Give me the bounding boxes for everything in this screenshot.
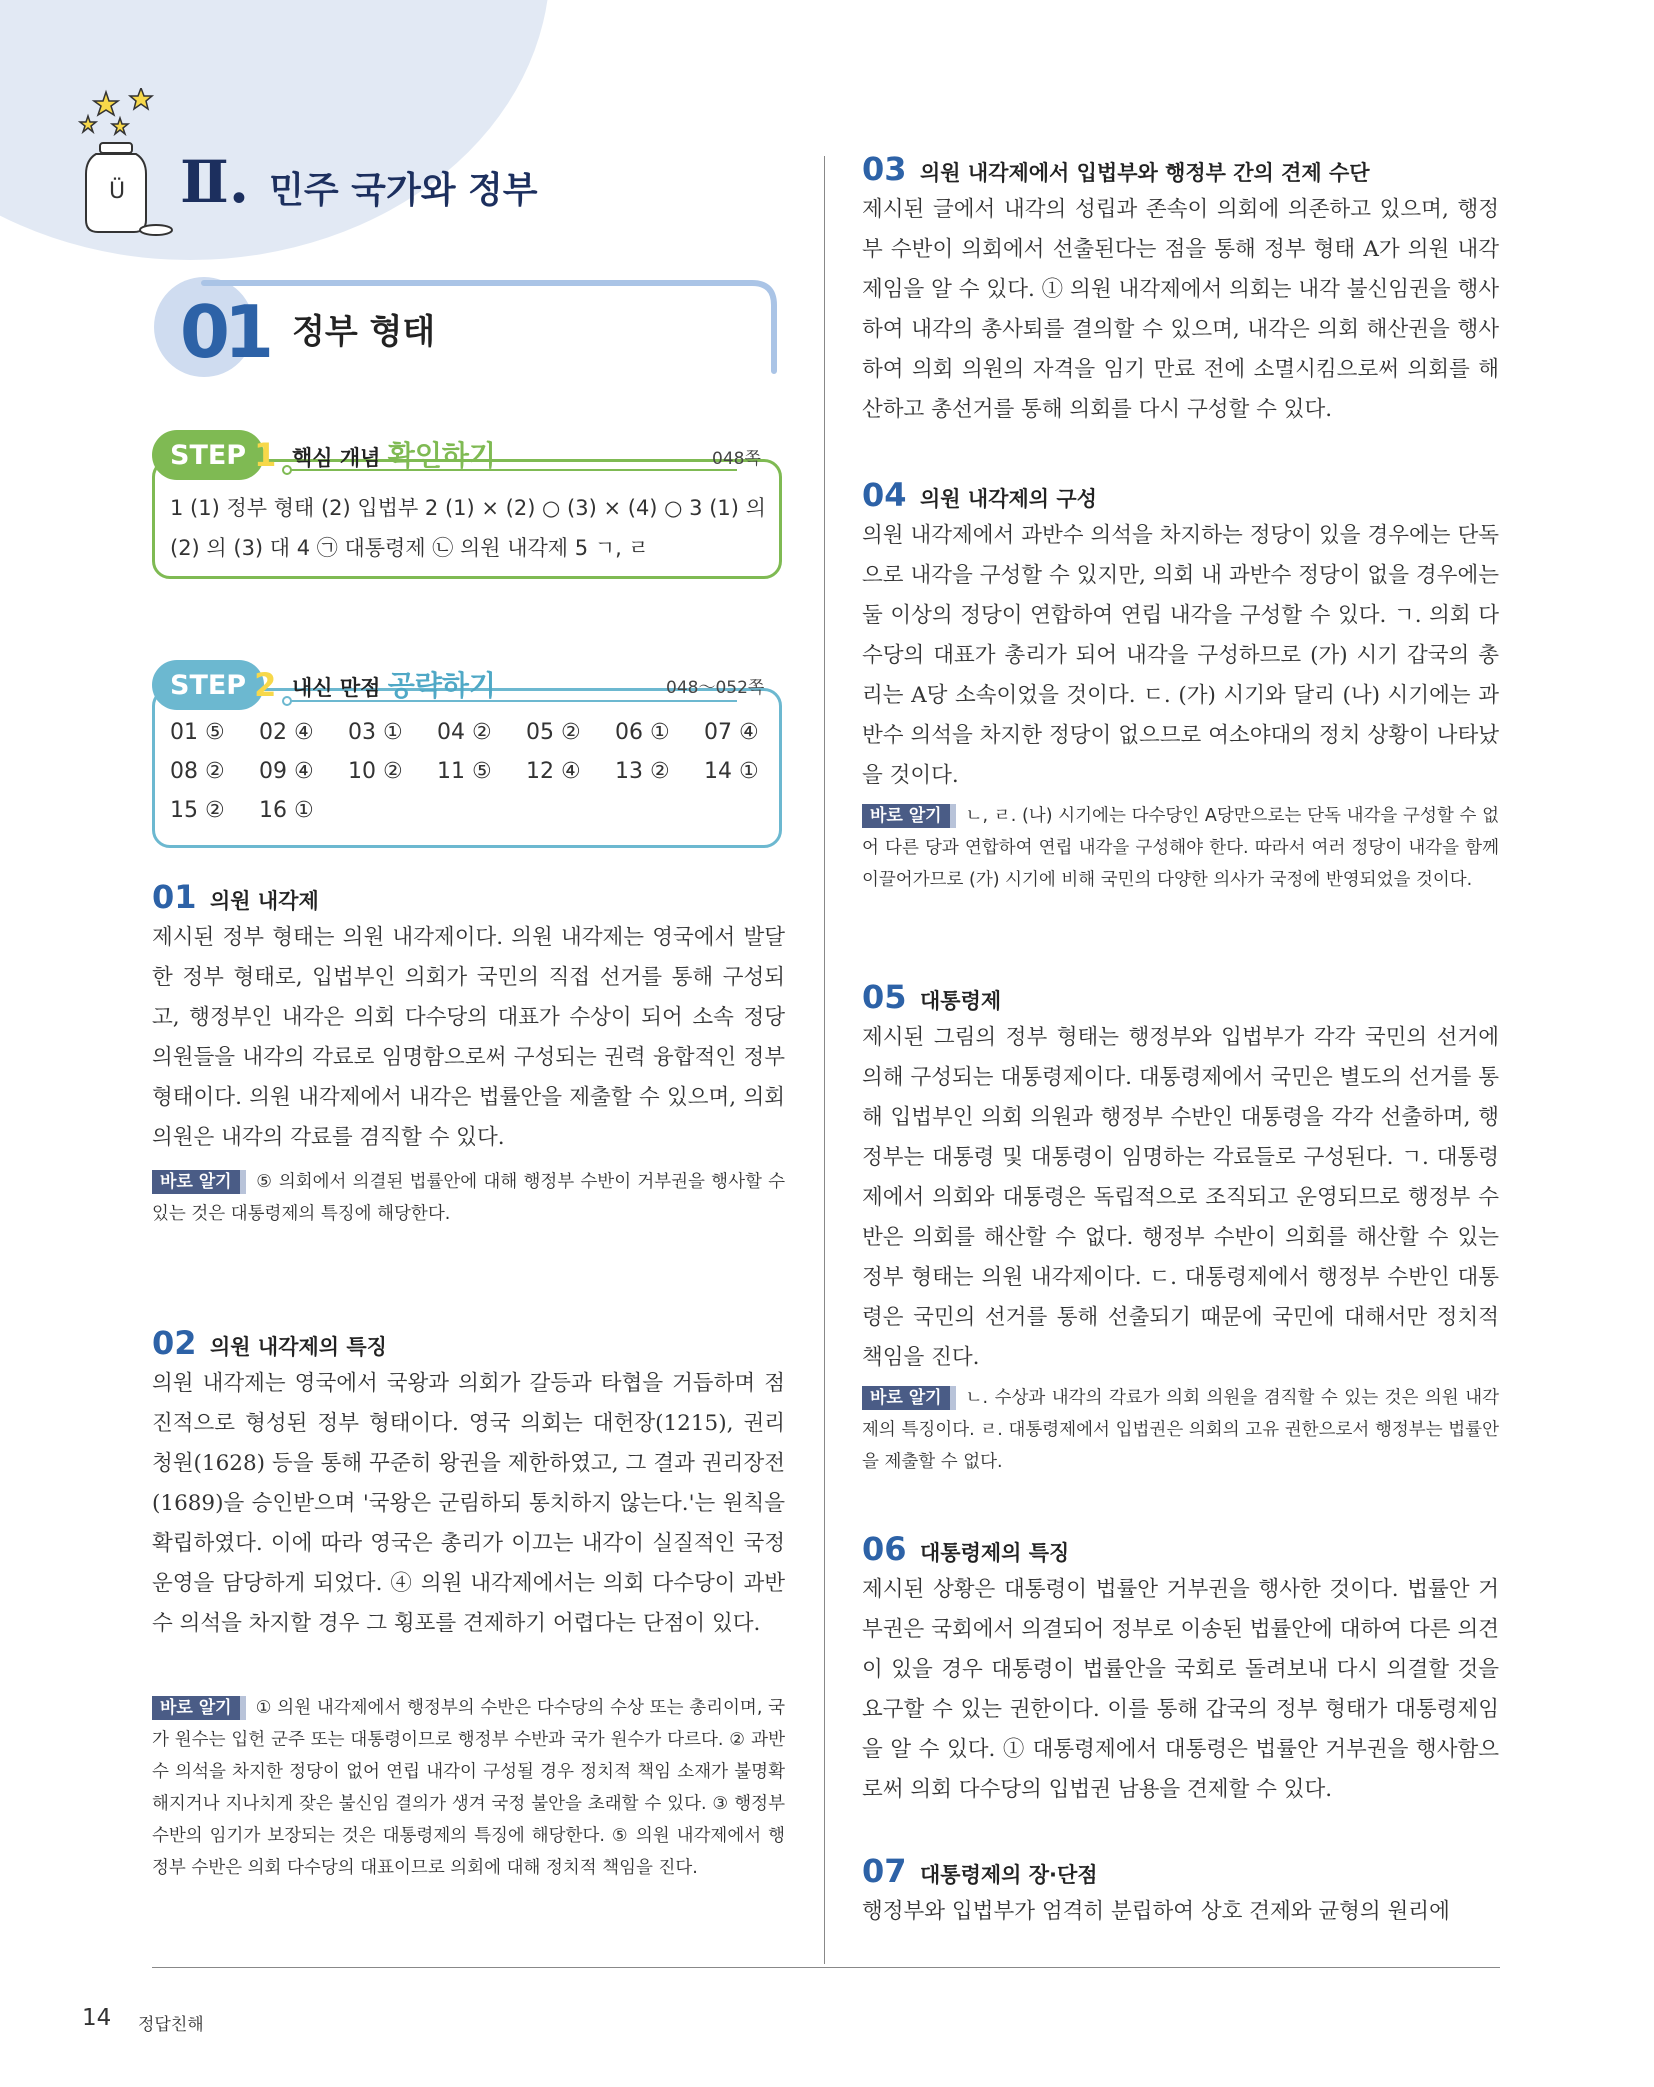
question-01-heading — [152, 878, 319, 916]
unit-title: 민주 국가와 정부 — [269, 170, 538, 211]
step1-tab-label: STEP — [170, 439, 247, 471]
step2-answer: 02 ④ — [259, 720, 314, 745]
step2-tab-label: STEP — [170, 669, 247, 701]
question-number: 05 — [862, 978, 907, 1016]
question-04-heading — [862, 476, 1097, 514]
step2-answer: 08 ② — [170, 759, 225, 784]
step2-answer: 04 ② — [437, 720, 492, 745]
question-title: 대통령제 — [920, 989, 1002, 1013]
svg-text:Ü: Ü — [109, 179, 126, 204]
question-06-heading — [862, 1530, 1069, 1568]
question-title: 의원 내각제 — [210, 889, 319, 913]
question-06-explanation: 제시된 상황은 대통령이 법률안 거부권을 행사한 것이다. 법률안 거부권은 국회에서 의결되어 정부로 이송된 법률안에 대하여 다른 의견이 있을 경우 대통령이 법률안을 국회로 돌려보내 다시 의결할 것을 요구할 수 있는 권한이다. 이를 통해 갑국의 정부 형태가 대통령제임을 알 수 있다. ① 대통령제에서 대통령은 법률안 거부권을 행사함으로써 의회 다수당의 입법권 남용을 견제할 수 있다. — [862, 1577, 1499, 1802]
quick-check-badge: 바로 알기 — [152, 1696, 246, 1720]
question-02-heading — [152, 1324, 387, 1362]
question-number: 01 — [152, 878, 197, 916]
question-title: 의원 내각제의 구성 — [920, 487, 1097, 511]
step2-answer: 11 ⑤ — [437, 759, 492, 784]
star-icon — [80, 88, 152, 134]
question-number: 07 — [862, 1852, 907, 1890]
step2-dot — [282, 696, 292, 706]
step1-tab — [152, 430, 277, 480]
column-divider — [824, 156, 825, 1964]
step2-tab — [152, 660, 277, 710]
footer-book-title: 정답친해 — [138, 2015, 204, 2035]
step1-label-text: 핵심 개념 — [292, 446, 381, 470]
step2-answer: 07 ④ — [704, 720, 759, 745]
step1-label-accent: 확인하기 — [387, 439, 496, 472]
step1-answers-line2: (2) 의 (3) 대 4 ㉠ 대통령제 ㉡ 의원 내각제 5 ㄱ, ㄹ — [170, 536, 649, 560]
question-03-heading — [862, 150, 1370, 188]
question-number: 03 — [862, 150, 907, 188]
footer-rule — [152, 1967, 1500, 1968]
question-01-explanation: 제시된 정부 형태는 의원 내각제이다. 의원 내각제는 영국에서 발달한 정부 형태로, 입법부인 의회가 국민의 직접 선거를 통해 구성되고, 행정부인 내각은 의회 다수당의 대표가 수상이 되어 소속 정당 의원들을 내각의 각료로 임명함으로써 구성되는 권력 융합적인 정부 형태이다. 의원 내각제에서 내각은 법률안을 제출할 수 있으며, 의회 의원은 내각의 각료를 겸직할 수 있다. — [152, 925, 785, 1150]
question-03-explanation: 제시된 글에서 내각의 성립과 존속이 의회에 의존하고 있으며, 행정부 수반이 의회에서 선출된다는 점을 통해 정부 형태 A가 의원 내각제임을 알 수 있다. ① 의원 내각제에서 의회는 내각 불신임권을 행사하여 내각의 총사퇴를 결의할 수 있으며, 내각은 의회 해산권을 행사하여 의회 의원의 자격을 임기 만료 전에 소멸시킴으로써 의회를 해산하고 총선거를 통해 의회를 다시 구성할 수 있다. — [862, 197, 1499, 422]
step2-label-text: 내신 만점 — [292, 676, 381, 700]
question-04-note — [862, 800, 1499, 896]
quick-check-badge: 바로 알기 — [862, 1386, 956, 1410]
step2-answer: 01 ⑤ — [170, 720, 225, 745]
step2-answer: 06 ① — [615, 720, 670, 745]
section-number: 01 — [179, 290, 269, 374]
question-title: 의원 내각제의 특징 — [210, 1335, 387, 1359]
question-number: 06 — [862, 1530, 907, 1568]
quick-check-badge: 바로 알기 — [862, 804, 956, 828]
step2-answer: 13 ② — [615, 759, 670, 784]
step1-dot — [282, 465, 292, 475]
quick-check-badge: 바로 알기 — [152, 1170, 246, 1194]
question-04-explanation: 의원 내각제에서 과반수 의석을 차지하는 정당이 있을 경우에는 단독으로 내각을 구성할 수 있지만, 의회 내 과반수 정당이 없을 경우에는 둘 이상의 정당이 연합하여 연립 내각을 구성할 수 있다. ㄱ. 의회 다수당의 대표가 총리가 되어 내각을 구성하므로 (가) 시기 갑국의 총리는 A당 소속이었을 것이다. ㄷ. (가) 시기와 달리 (나) 시기에는 과반수 의석을 차지한 정당이 없으므로 여소야대의 정치 상황이 나타났을 것이다. — [862, 523, 1499, 788]
page-number: 14 — [82, 2005, 112, 2031]
step2-label-accent: 공략하기 — [387, 669, 496, 702]
unit-heading — [180, 148, 538, 216]
step2-answer: 12 ④ — [526, 759, 581, 784]
step2-answer: 03 ① — [348, 720, 403, 745]
step2-answer: 14 ① — [704, 759, 759, 784]
step2-label — [292, 664, 496, 704]
question-07-explanation: 행정부와 입법부가 엄격히 분립하여 상호 견제와 균형의 원리에 — [862, 1899, 1450, 1924]
note-text: ㄴ. 수상과 내각의 각료가 의회 의원을 겸직할 수 있는 것은 의원 내각제의 특징이다. ㄹ. 대통령제에서 입법권은 의회의 고유 권한으로서 행정부는 법률안을 제출할 수 없다. — [862, 1388, 1499, 1472]
section-title: 정부 형태 — [292, 312, 436, 352]
question-05-explanation: 제시된 그림의 정부 형태는 행정부와 입법부가 각각 국민의 선거에 의해 구성되는 대통령제이다. 대통령제에서 국민은 별도의 선거를 통해 입법부인 의회 의원과 행정부 수반인 대통령을 각각 선출하며, 행정부는 대통령 및 대통령이 임명하는 각료들로 구성된다. ㄱ. 대통령제에서 의회와 대통령은 독립적으로 조직되고 운영되므로 행정부 수반은 의회를 해산할 수 없다. 행정부 수반이 의회를 해산할 수 있는 정부 형태는 의원 내각제이다. ㄷ. 대통령제에서 행정부 수반인 대통령은 국민의 선거를 통해 선출되기 때문에 국민에 대해서만 정치적 책임을 진다. — [862, 1025, 1499, 1370]
step2-answer: 05 ② — [526, 720, 581, 745]
step2-answer: 16 ① — [259, 798, 314, 823]
question-number: 04 — [862, 476, 907, 514]
question-number: 02 — [152, 1324, 197, 1362]
unit-numeral: Ⅱ. — [180, 148, 250, 216]
step1-tab-number: 1 — [254, 436, 277, 474]
question-07-heading — [862, 1852, 1098, 1890]
note-text: ① 의원 내각제에서 행정부의 수반은 다수당의 수상 또는 총리이며, 국가 원수는 입헌 군주 또는 대통령이므로 행정부 수반과 국가 원수가 다르다. ② 과반수 의석을 차지한 정당이 없어 연립 내각이 구성될 경우 정치적 책임 소재가 불명확해지거나 지나치게 잦은 불신임 결의가 생겨 국정 불안을 초래할 수 있다. ③ 행정부 수반의 임기가 보장되는 것은 대통령제의 특징에 해당한다. ⑤ 의원 내각제에서 행정부 수반은 의회 다수당의 대표이므로 의회에 대해 정치적 책임을 진다. — [152, 1698, 785, 1878]
step2-page-ref: 048～052쪽 — [666, 678, 765, 698]
question-05-heading — [862, 978, 1001, 1016]
question-title: 대통령제의 특징 — [920, 1541, 1070, 1565]
question-title: 대통령제의 장·단점 — [920, 1863, 1098, 1887]
step2-answer: 15 ② — [170, 798, 225, 823]
question-title: 의원 내각제에서 입법부와 행정부 간의 견제 수단 — [920, 161, 1370, 185]
note-text: ⑤ 의회에서 의결된 법률안에 대해 행정부 수반이 거부권을 행사할 수 있는 것은 대통령제의 특징에 해당한다. — [152, 1172, 785, 1224]
question-01-note — [152, 1166, 785, 1230]
step2-answer: 09 ④ — [259, 759, 314, 784]
note-text: ㄴ, ㄹ. (나) 시기에는 다수당인 A당만으로는 단독 내각을 구성할 수 없어 다른 당과 연합하여 연립 내각을 구성해야 한다. 따라서 여러 정당이 내각을 함께 이끌어가므로 (가) 시기에 비해 국민의 다양한 의사가 국정에 반영되었을 것이다. — [862, 806, 1499, 890]
step1-page-ref: 048쪽 — [712, 449, 761, 469]
step1-answers-line1: 1 (1) 정부 형태 (2) 입법부 2 (1) × (2) ○ (3) × (4) ○ 3 (1) 의 — [170, 496, 766, 520]
step1-label — [292, 434, 496, 474]
jar-icon — [76, 88, 176, 238]
question-02-explanation: 의원 내각제는 영국에서 국왕과 의회가 갈등과 타협을 거듭하며 점진적으로 형성된 정부 형태이다. 영국 의회는 대헌장(1215), 권리 청원(1628) 등을 통해 꾸준히 왕권을 제한하였고, 그 결과 권리장전(1689)을 승인받으며 '국왕은 군림하되 통치하지 않는다.'는 원칙을 확립하였다. 이에 따라 영국은 총리가 이끄는 내각이 실질적인 국정 운영을 담당하게 되었다. ④ 의원 내각제에서는 의회 다수당이 과반수 의석을 차지할 경우 그 횡포를 견제하기 어렵다는 단점이 있다. — [152, 1371, 785, 1636]
step2-tab-number: 2 — [254, 666, 277, 704]
question-05-note — [862, 1382, 1499, 1478]
step2-answer: 10 ② — [348, 759, 403, 784]
question-02-note — [152, 1692, 785, 1884]
